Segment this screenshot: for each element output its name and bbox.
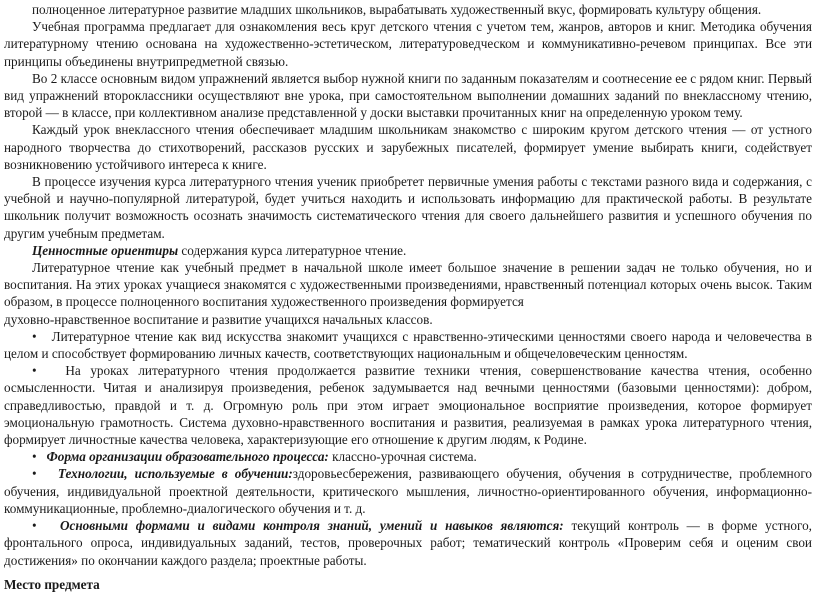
bullet-item	[4, 448, 812, 465]
paragraph: Литературное чтение как учебный предмет в начальной школе имеет большое значение в решении задач не только обучения, но и воспитания. На этих уроках учащиеся знакомятся с художественными произведениями, нравственный потенциал которых очень высок. Таким образом, в процессе полноценного воспитания художественного произведения формируется	[4, 260, 812, 310]
bullet-item	[4, 362, 812, 448]
bullet-item	[4, 328, 812, 362]
bullet-text: здоровьесбережения, развивающего обучения, обучения в сотрудничестве, проблемного обучения, индивидуальной проектной деятельности, критического мышления, личностно-ориентированного обучения, информационно-коммуникационные, проблемно-диалогического обучения и т. д.	[4, 466, 812, 516]
paragraph: В процессе изучения курса литературного чтения ученик приобретет первичные умения работы с текстами разного вида и содержания, с учебной и научно-популярной литературой, будет учиться находить и использовать информацию для практической работы. В результате школьник получит возможность осознать значимость систематического чтения для своего дальнейшего развития и успешного обучения по другим учебным предметам.	[4, 174, 812, 241]
bold-italic-lead: Форма организации образовательного процесса:	[46, 449, 329, 465]
paragraph: Учебная программа предлагает для ознакомления весь круг детского чтения с учетом тем, жанров, авторов и книг. Методика обучения литературному чтению основана на художественно-эстетическом, литературоведческом и коммуникативно-речевом принципах. Все эти принципы объединены внутрипредметной связью.	[4, 19, 812, 69]
bold-italic-lead: Основными формами и видами контроля знаний, умений и навыков являются:	[59, 518, 564, 534]
paragraph: Во 2 классе основным видом упражнений является выбор нужной книги по заданным показателям и соотнесение ее с рядом книг. Первый вид упражнений второклассники осуществляют вне урока, при самостоятельном выполнении домашних заданий по внеклассному чтению, второй — в классе, при коллективном анализе представленной у доски выставки прочитанных книг на определенную уроком тему.	[4, 70, 812, 121]
bullet-item	[4, 465, 812, 517]
section-heading: Место предмета	[4, 576, 100, 592]
bullet-icon: •	[32, 518, 37, 534]
bullet-text: классно-урочная система.	[328, 449, 477, 465]
paragraph: Каждый урок внеклассного чтения обеспечивает младшим школьникам знакомство с широким кругом детского чтения — от устного народного творчества до стихотворений, рассказов русских и зарубежных писателей, формирует умение выбирать книги, содействует возникновению устойчивого интереса к книге.	[4, 122, 812, 172]
paragraph-values-heading	[4, 242, 812, 259]
bullet-text: Литературное чтение как вид искусства знакомит учащихся с нравственно-этическими ценностями своего народа и человечества в целом и способствует формированию личных качеств, соответствующих национальным и общечеловеческим ценностям.	[4, 328, 813, 362]
bullet-icon: •	[32, 328, 37, 344]
bold-italic-lead: Технологии, используемые в обучении:	[57, 466, 293, 482]
bullet-icon: •	[32, 466, 37, 482]
paragraph-text: содержания курса литературное чтение.	[178, 242, 407, 258]
paragraph: полноценное литературное развитие младших школьников, вырабатывать художественный вкус, формировать культуру общения.	[32, 2, 762, 17]
paragraph: духовно-нравственное воспитание и развитие учащихся начальных классов.	[4, 311, 433, 327]
bold-italic-lead: Ценностные ориентиры	[32, 242, 179, 258]
bullet-icon: •	[32, 449, 37, 465]
bullet-item	[4, 517, 812, 569]
bullet-text: На уроках литературного чтения продолжается развитие техники чтения, совершенствование качества чтения, особенно осмысленности. Читая и анализируя произведения, ребенок задумывается над вечными ценностями (базовыми ценностями): добром, справедливостью, правдой и т. д. Огромную роль при этом играет эмоциональное восприятие произведения, которое формирует эмоциональную грамотность. Система духовно-нравственного воспитания и развития, реализуемая в рамках урока литературного чтения, формирует личностные качества человека, характеризующие его отношение к другим людям, к Родине.	[4, 363, 812, 448]
bullet-text: текущий контроль — в форме устного, фронтального опроса, индивидуальных заданий, тестов, проверочных работ; тематический контроль «Проверим себя и оценим свои достижения» по окончании каждого раздела; проектные работы.	[4, 518, 812, 568]
bullet-icon: •	[32, 363, 37, 379]
